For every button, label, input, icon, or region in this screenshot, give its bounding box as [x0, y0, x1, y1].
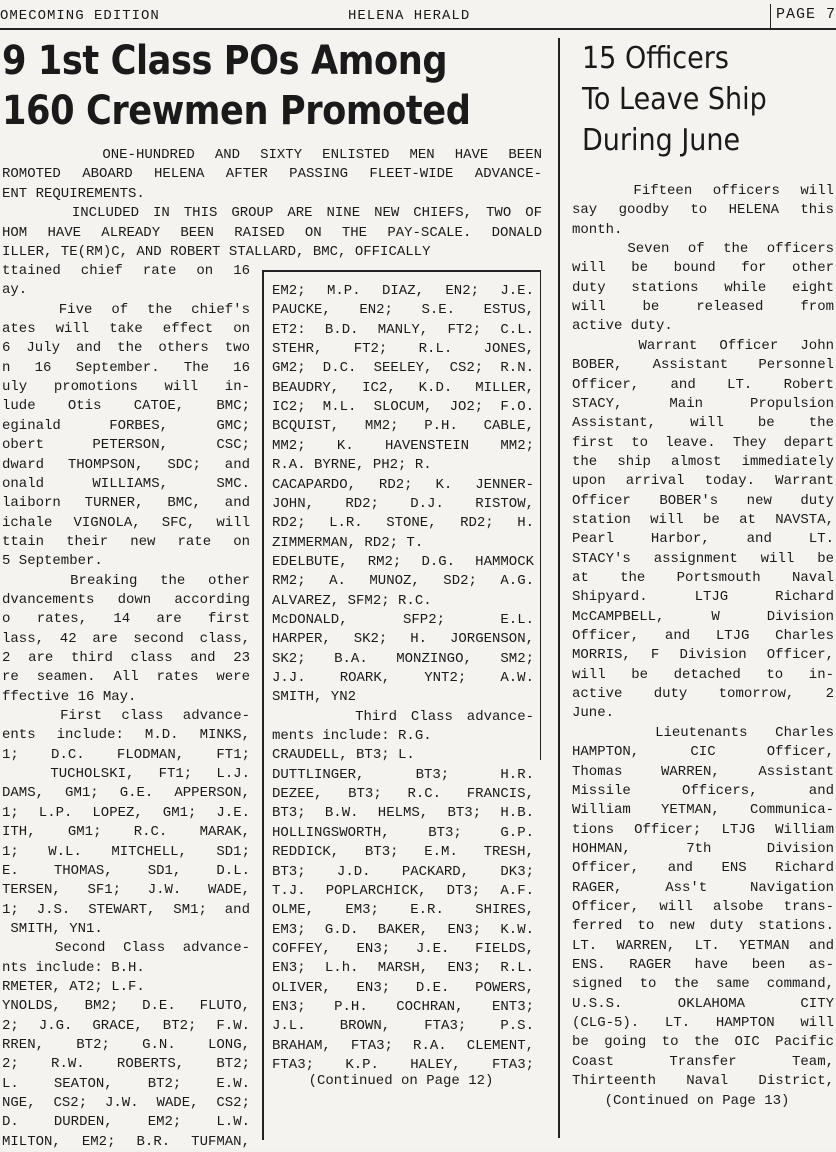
text-line: EM2; M.P. DIAZ, EN2; J.E.	[272, 283, 534, 299]
text-line: STEHR, FT2; R.L. JONES,	[272, 341, 534, 358]
text-line: ay.	[2, 282, 28, 299]
names-box-top	[262, 270, 541, 272]
text-line: BCQUIST, MM2; P.H. CABLE,	[272, 418, 534, 435]
text-line: ents include: M.D. MINKS,	[2, 727, 250, 744]
text-line: ITH, GM1; R.C. MARAK,	[2, 824, 250, 841]
text-line: lude Otis CATOE, BMC;	[2, 398, 250, 415]
text-line: Coast Transfer Team,	[572, 1053, 834, 1070]
text-line: EDELBUTE, RM2; D.G. HAMMOCK	[272, 553, 534, 570]
text-line: COFFEY, EN3; J.E. FIELDS,	[272, 940, 534, 957]
side-continued-note: (Continued on Page 13)	[604, 1093, 790, 1109]
text-line: ET2: B.D. MANLY, FT2; C.L.	[272, 321, 534, 338]
text-line: ZIMMERMAN, RD2; T.	[272, 534, 424, 551]
text-line: lass, 42 are second class,	[2, 630, 250, 647]
text-line: SMITH, YN2	[272, 689, 357, 706]
text-line: dvancements down according	[2, 591, 250, 608]
text-line: CACAPARDO, RD2; K. JENNER-	[272, 476, 534, 493]
text-line: BRAHAM, FTA3; R.A. CLEMENT,	[272, 1037, 534, 1054]
text-line: CRAUDELL, BT3; L.	[272, 747, 415, 764]
text-line: nts include: B.H.	[2, 959, 145, 976]
text-line: E. THOMAS, SD1, D.L.	[2, 862, 250, 879]
text-line: Missile Officers, and	[572, 782, 834, 799]
text-line: EM3; G.D. BAKER, EN3; K.W.	[272, 921, 534, 938]
text-line: ichale VIGNOLA, SFC, will	[2, 514, 250, 531]
text-line: RMETER, AT2; L.F.	[2, 978, 145, 995]
text-line: STACY's assignment will be	[572, 550, 834, 567]
text-line: NGE, CS2; J.W. WADE, CS2;	[2, 1095, 250, 1112]
text-line: IC2; M.L. SLOCUM, JO2; F.O.	[272, 399, 534, 416]
text-line: HOHMAN, 7th Division	[572, 840, 834, 857]
text-line: 2 are third class and 23	[2, 650, 250, 666]
text-line: HOLLINGSWORTH, BT3; G.P.	[272, 824, 534, 841]
text-line: Officer, and LTJG Charles	[572, 628, 834, 645]
text-line: Officer, will alsobe trans-	[572, 898, 834, 915]
lead-headline-line-1: 9 1st Class POs Among	[2, 38, 448, 84]
text-line: DEZEE, BT3; R.C. FRANCIS,	[272, 786, 534, 803]
text-line: RM2; A. MUNOZ, SD2; A.G.	[272, 573, 534, 590]
text-line: HOM HAVE ALREADY BEEN RAISED ON THE PAY-SCALE. DONALD	[2, 224, 542, 241]
text-line: station will be at NAVSTA,	[572, 511, 834, 528]
text-line: 1; D.C. FLODMAN, FT1;	[2, 746, 250, 763]
text-line: 5 September.	[2, 553, 103, 570]
text-line: 6 July and the others two	[2, 340, 250, 357]
text-line: GM2; D.C. SEELEY, CS2; R.N.	[272, 360, 534, 377]
lead-headline-line-2: 160 Crewmen Promoted	[2, 88, 471, 134]
text-line: PAUCKE, EN2; S.E. ESTUS,	[272, 302, 534, 319]
text-line: BOBER, Assistant Personnel	[572, 357, 834, 374]
text-line: Officer, and LT. Robert	[572, 376, 834, 393]
text-line: FTA3; K.P. HALEY, FTA3;	[272, 1057, 534, 1073]
text-line: active duty.	[572, 318, 673, 335]
text-line: MORRIS, F Division Officer,	[572, 647, 834, 664]
text-line: 1; L.P. LOPEZ, GM1; J.E.	[2, 804, 250, 821]
text-line: Thirteenth Naval District,	[572, 1073, 834, 1090]
publication-name: HELENA HERALD	[348, 8, 471, 24]
page-header	[0, 4, 836, 28]
text-line: Lieutenants Charles	[572, 724, 834, 741]
text-line: month.	[572, 221, 623, 238]
text-line: TUCHOLSKI, FT1; L.J.	[2, 766, 250, 783]
text-line: YNOLDS, BM2; D.E. FLUTO,	[2, 998, 250, 1015]
text-line: 2; R.W. ROBERTS, BT2;	[2, 1056, 250, 1073]
text-line: n 16 September. The 16	[2, 359, 250, 376]
side-headline-line-2: To Leave Ship	[582, 82, 767, 117]
text-line: onald WILLIAMS, SMC.	[2, 475, 250, 492]
text-line: 1; J.S. STEWART, SM1; and	[2, 901, 250, 918]
text-line: LT. WARREN, LT. YETMAN and	[572, 937, 834, 954]
text-line: D. DURDEN, EM2; L.W.	[2, 1114, 250, 1131]
text-line: Pearl Harbor, and LT.	[572, 531, 834, 548]
text-line: ENT REQUIREMENTS.	[2, 185, 145, 202]
text-line: Thomas WARREN, Assistant	[572, 763, 834, 780]
page-number-box-left	[770, 4, 771, 28]
text-line: HARPER, SK2; H. JORGENSON,	[272, 631, 534, 648]
text-line: obert PETERSON, CSC;	[2, 437, 250, 454]
text-line: Five of the chief's	[2, 301, 250, 318]
text-line: INCLUDED IN THIS GROUP ARE NINE NEW CHIEFS, TWO OF	[2, 205, 542, 222]
text-line: JOHN, RD2; D.J. RISTOW,	[272, 495, 534, 512]
text-line: ferred to new duty stations.	[572, 918, 834, 935]
edition-label: OMECOMING EDITION	[0, 8, 160, 24]
text-line: J.J. ROARK, YNT2; A.W.	[272, 670, 534, 686]
text-line: DUTTLINGER, BT3; H.R.	[272, 766, 534, 783]
column-divider	[558, 38, 560, 1138]
text-line: 2; J.G. GRACE, BT2; F.W.	[2, 1017, 250, 1034]
text-line: McDONALD, SFP2; E.L.	[272, 611, 534, 628]
text-line: uly promotions will in-	[2, 379, 250, 396]
text-line: T.J. POPLARCHICK, DT3; A.F.	[272, 882, 534, 899]
text-line: REDDICK, BT3; E.M. TRESH,	[272, 844, 534, 861]
text-line: L. SEATON, BT2; E.W.	[2, 1075, 250, 1092]
text-line: re seamen. All rates were	[2, 669, 250, 686]
text-line: Third Class advance-	[272, 708, 534, 725]
text-line: EN3; L.h. MARSH, EN3; R.L.	[272, 960, 534, 977]
text-line: Second Class advance-	[2, 940, 250, 957]
text-line: will be released from	[572, 299, 834, 316]
text-line: Fifteen officers will	[572, 183, 834, 199]
text-line: Assistant, will be the	[572, 415, 834, 432]
text-line: Warrant Officer John	[572, 337, 834, 354]
text-line: RREN, BT2; G.N. LONG,	[2, 1037, 250, 1053]
lead-continued-note: (Continued on Page 12)	[308, 1073, 494, 1089]
text-line: ates will take effect on	[2, 321, 250, 338]
text-line: upon arrival today. Warrant	[572, 473, 834, 490]
text-line: William YETMAN, Communica-	[572, 802, 834, 819]
header-rule	[0, 28, 836, 30]
text-line: active duty tomorrow, 2	[572, 686, 834, 703]
text-line: Seven of the officers	[572, 241, 834, 258]
text-line: SK2; B.A. MONZINGO, SM2;	[272, 650, 534, 667]
text-line: BEAUDRY, IC2, K.D. MILLER,	[272, 379, 534, 396]
text-line: laiborn TURNER, BMC, and	[2, 495, 250, 512]
text-line: STACY, Main Propulsion	[572, 395, 834, 412]
text-line: say goodby to HELENA this	[572, 202, 834, 219]
text-line: HAMPTON, CIC Officer,	[572, 744, 834, 761]
text-line: U.S.S. OKLAHOMA CITY	[572, 995, 834, 1012]
text-line: dward THOMPSON, SDC; and	[2, 456, 250, 473]
text-line: Shipyard. LTJG Richard	[572, 589, 834, 606]
text-line: SMITH, YN1.	[2, 920, 103, 937]
text-line: BT3; J.D. PACKARD, DK3;	[272, 863, 534, 880]
text-line: ROMOTED ABOARD HELENA AFTER PASSING FLEET-WIDE ADVANCE-	[2, 166, 542, 183]
text-line: will be bound for other	[572, 260, 834, 277]
text-line: EN3; P.H. COCHRAN, ENT3;	[272, 998, 534, 1015]
text-line: first to leave. They depart	[572, 434, 834, 451]
text-line: o rates, 14 are first	[2, 611, 250, 628]
names-box-right	[540, 270, 541, 760]
text-line: duty stations while eight	[572, 279, 834, 296]
text-line: be going to the OIC Pacific	[572, 1034, 834, 1051]
text-line: Breaking the other	[2, 572, 250, 589]
text-line: ILLER, TE(RM)C, AND ROBERT STALLARD, BMC, OFFICALLY	[2, 244, 431, 260]
text-line: ffective 16 May.	[2, 688, 137, 705]
text-line: tions Officer; LTJG William	[572, 821, 834, 838]
text-line: OLIVER, EN3; D.E. POWERS,	[272, 979, 534, 996]
text-line: McCAMPBELL, W Division	[572, 608, 834, 625]
text-line: eginald FORBES, GMC;	[2, 417, 250, 434]
text-line: BT3; B.W. HELMS, BT3; H.B.	[272, 805, 534, 822]
text-line: ONE-HUNDRED AND SIXTY ENLISTED MEN HAVE BEEN	[2, 147, 542, 163]
text-line: ttained chief rate on 16	[2, 263, 250, 279]
side-headline-line-3: During June	[582, 123, 741, 158]
text-line: will be detached to in-	[572, 666, 834, 683]
text-line: signed to the same command,	[572, 976, 834, 993]
text-line: the ship almost immediately	[572, 453, 834, 470]
text-line: 1; W.L. MITCHELL, SD1;	[2, 843, 250, 860]
text-line: (CLG-5). LT. HAMPTON will	[572, 1015, 834, 1032]
side-headline-line-1: 15 Officers	[582, 41, 729, 76]
text-line: Officer, and ENS Richard	[572, 860, 834, 877]
text-line: First class advance-	[2, 708, 250, 725]
page-number: PAGE 7	[776, 6, 836, 23]
names-box-left	[262, 270, 264, 1140]
text-line: OLME, EM3; E.R. SHIRES,	[272, 902, 534, 919]
text-line: TERSEN, SF1; J.W. WADE,	[2, 882, 250, 899]
text-line: J.L. BROWN, FTA3; P.S.	[272, 1018, 534, 1035]
text-line: ALVAREZ, SFM2; R.C.	[272, 592, 432, 609]
text-line: ttain their new rate on	[2, 533, 250, 550]
text-line: MM2; K. HAVENSTEIN MM2;	[272, 437, 534, 454]
text-line: R.A. BYRNE, PH2; R.	[272, 457, 432, 474]
text-line: ENS. RAGER have been as-	[572, 957, 834, 973]
text-line: ments include: R.G.	[272, 728, 432, 745]
text-line: Officer BOBER's new duty	[572, 492, 834, 509]
text-line: at the Portsmouth Naval	[572, 570, 834, 586]
text-line: MILTON, EM2; B.R. TUFMAN,	[2, 1133, 250, 1150]
text-line: June.	[572, 705, 615, 722]
text-line: DAMS, GM1; G.E. APPERSON,	[2, 785, 250, 802]
text-line: RAGER, Ass't Navigation	[572, 879, 834, 896]
text-line: RD2; L.R. STONE, RD2; H.	[272, 515, 534, 532]
